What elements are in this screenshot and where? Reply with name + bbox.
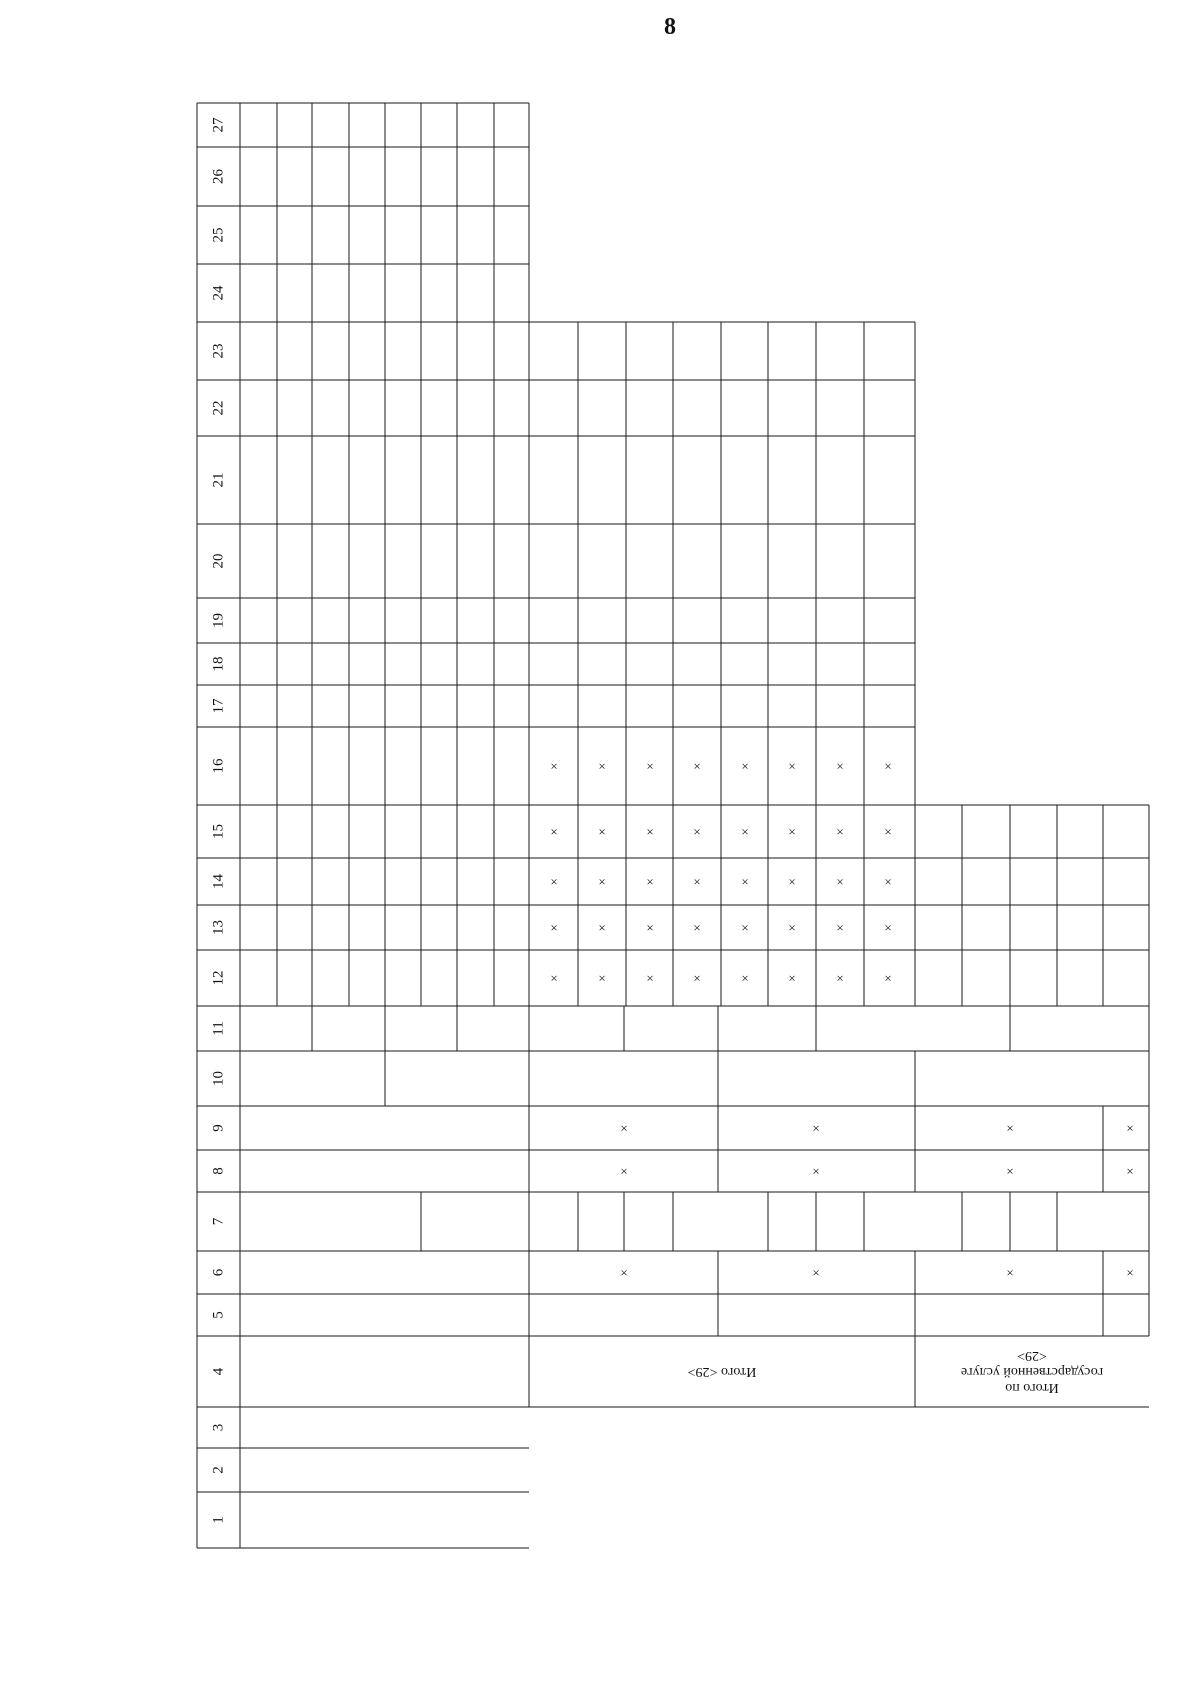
cross-mark: × — [1006, 1120, 1014, 1136]
column-number-18: 18 — [210, 656, 227, 672]
cross-mark: × — [741, 758, 749, 774]
column-number-12: 12 — [210, 970, 227, 986]
cross-mark: × — [836, 758, 844, 774]
cross-mark: × — [693, 758, 701, 774]
cross-mark: × — [646, 874, 654, 889]
cross-mark: × — [1126, 1265, 1134, 1280]
cross-mark: × — [741, 874, 749, 889]
column-number-1: 1 — [210, 1516, 227, 1524]
cross-mark: × — [836, 920, 844, 935]
column-number-11: 11 — [210, 1021, 227, 1036]
cross-mark: × — [884, 970, 892, 986]
column-number-3: 3 — [210, 1423, 227, 1432]
cross-mark: × — [788, 758, 796, 774]
service-total-label-line: государственной услуге — [960, 1364, 1104, 1379]
cross-mark: × — [646, 920, 654, 935]
cross-mark: × — [620, 1265, 628, 1280]
cross-mark: × — [1006, 1265, 1014, 1280]
cross-mark: × — [836, 970, 844, 986]
column-number-22: 22 — [210, 400, 227, 416]
column-number-27: 27 — [210, 117, 227, 133]
column-number-10: 10 — [210, 1071, 227, 1086]
cross-mark: × — [812, 1120, 820, 1136]
cross-mark: × — [598, 874, 606, 889]
total-labels — [688, 1348, 1104, 1395]
page-number: 8 — [664, 14, 676, 40]
cross-mark: × — [693, 824, 701, 839]
column-number-8: 8 — [210, 1167, 227, 1175]
cross-mark: × — [812, 1163, 820, 1179]
table-grid-lines — [197, 103, 1149, 1548]
cross-mark: × — [884, 874, 892, 889]
column-number-26: 26 — [210, 169, 227, 184]
cross-mark: × — [741, 920, 749, 935]
total-label: Итого <29> — [687, 1364, 757, 1379]
column-number-labels — [211, 117, 227, 1524]
cross-mark: × — [550, 758, 558, 774]
cross-mark: × — [620, 1120, 628, 1136]
cross-mark: × — [1126, 1163, 1134, 1179]
cross-marks — [550, 759, 1133, 1281]
column-number-13: 13 — [210, 920, 227, 935]
cross-mark: × — [788, 874, 796, 889]
cross-mark: × — [550, 920, 558, 935]
cross-mark: × — [646, 824, 654, 839]
cross-mark: × — [741, 970, 749, 986]
cross-mark: × — [598, 758, 606, 774]
cross-mark: × — [598, 970, 606, 986]
cross-mark: × — [620, 1163, 628, 1179]
column-number-5: 5 — [210, 1311, 227, 1319]
column-number-15: 15 — [210, 824, 227, 839]
column-number-19: 19 — [210, 613, 227, 628]
cross-mark: × — [1126, 1120, 1134, 1136]
column-number-23: 23 — [210, 343, 227, 359]
cross-mark: × — [1006, 1163, 1014, 1179]
cross-mark: × — [836, 874, 844, 889]
column-number-20: 20 — [210, 553, 227, 569]
cross-mark: × — [550, 824, 558, 839]
column-number-25: 25 — [210, 227, 227, 243]
cross-mark: × — [812, 1265, 820, 1280]
column-number-16: 16 — [210, 758, 227, 774]
column-number-21: 21 — [210, 472, 227, 488]
cross-mark: × — [836, 824, 844, 839]
cross-mark: × — [693, 874, 701, 889]
cross-mark: × — [550, 874, 558, 889]
cross-mark: × — [550, 970, 558, 986]
column-number-6: 6 — [210, 1268, 227, 1277]
column-number-7: 7 — [210, 1217, 227, 1226]
column-number-9: 9 — [210, 1124, 227, 1132]
cross-mark: × — [693, 920, 701, 935]
cross-mark: × — [693, 970, 701, 986]
service-total-label — [961, 1348, 1103, 1395]
column-number-14: 14 — [210, 874, 227, 889]
cross-mark: × — [788, 920, 796, 935]
cross-mark: × — [884, 824, 892, 839]
service-total-label-line: <29> — [1017, 1348, 1047, 1363]
cross-mark: × — [884, 920, 892, 935]
column-number-24: 24 — [210, 285, 227, 301]
service-total-label-line: Итого по — [1005, 1380, 1059, 1395]
cross-mark: × — [598, 824, 606, 839]
cross-mark: × — [788, 824, 796, 839]
column-number-2: 2 — [210, 1466, 227, 1474]
cross-mark: × — [646, 970, 654, 986]
cross-mark: × — [788, 970, 796, 986]
cross-mark: × — [741, 824, 749, 839]
cross-mark: × — [646, 758, 654, 774]
column-number-17: 17 — [210, 698, 227, 714]
column-number-4: 4 — [210, 1367, 227, 1376]
cross-mark: × — [598, 920, 606, 935]
cross-mark: × — [884, 758, 892, 774]
